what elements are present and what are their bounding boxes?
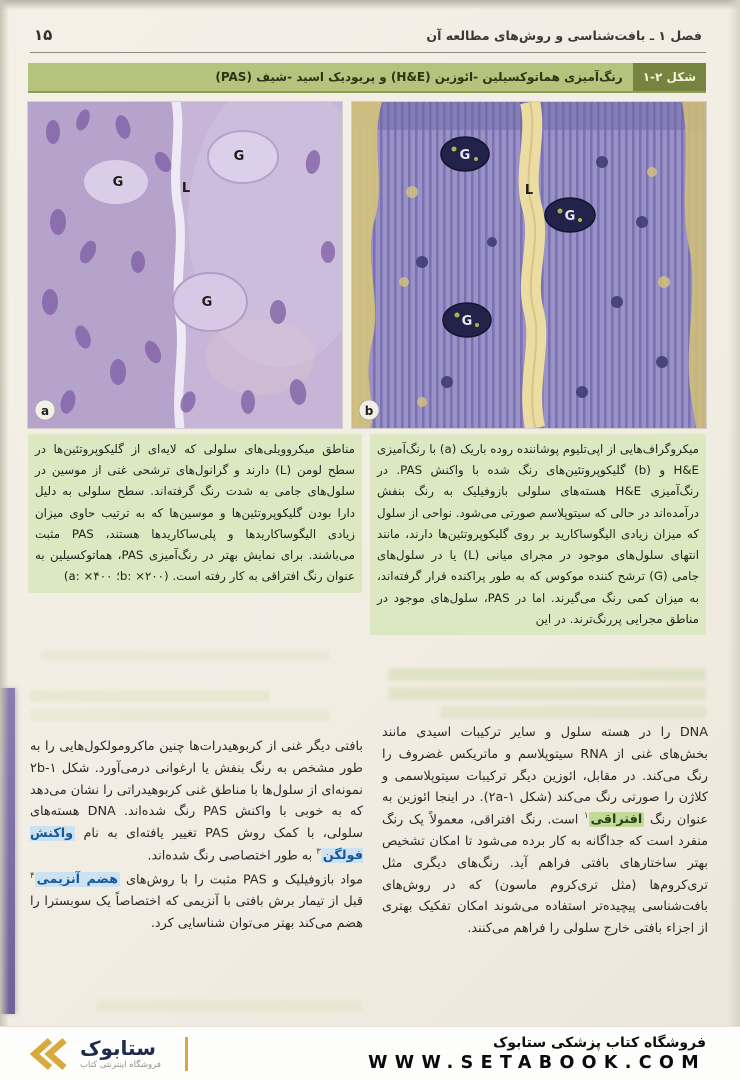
lumen-label: L <box>524 183 534 198</box>
body-text: قبل از تیمار برش بافتی با آنزیمی که اختصاصاً یک سوبسترا را هضم می‌کند بهتر می‌توان شناسایی کرد. <box>30 893 363 931</box>
logo-wordmark: ستابوک <box>80 1036 156 1060</box>
body-text: به طور اختصاصی رنگ شده‌اند. <box>147 848 317 864</box>
figure-caption-column-left: مناطق میکروویلی‌های سلولی که لایه‌ای از گلیکوپروتئین‌ها در سطح لومن (L) دارند و گرانول‌های ترشحی غنی از موسین در سلول‌های جامی به شدت رنگ گرفته‌اند. سطح سلولی به دلیل دارا بودن گلیکوپروتئین‌ها و موسین‌ها که به ترتیب حاوی میزان زیادی الیگوساکاریدها و پلی‌ساکاریدها هستند، PAS مثبت می‌باشند. برای نمایش بهتر در رنگ‌آمیزی PAS، هماتوکسیلین به عنوان رنگ افتراقی به کار رفته است. (b: ×۲۰۰؛ a: ×۴۰۰) <box>28 434 362 593</box>
store-title: فروشگاه کتاب پزشکی ستابوک <box>493 1034 706 1051</box>
footnote-marker: ۱ <box>584 811 589 821</box>
footnote-marker: ۴ <box>30 870 35 881</box>
body-column-right <box>382 722 708 940</box>
body-text: بافتی دیگر غنی از کربوهیدرات‌ها چنین ماکرومولکول‌هایی را به طور مشخص به رنگ بنفش یا ارغوانی درمی‌آورد. شکل ۲b-۱ نمونه‌ای از سلول‌ها با مناطق غنی کربوهیدراتی را نشان می‌دهد که به خوبی با واکنش PAS رنگ شده‌اند. DNA هسته‌های سلولی، با کمک روش PAS تغییر یافته‌ای به نام <box>30 739 364 841</box>
micrograph-he-stain <box>28 102 342 428</box>
lumen-label: L <box>181 181 191 196</box>
bleed-through-text <box>30 709 330 721</box>
footer-store-info <box>368 1035 706 1073</box>
website-url: WWW.SETABOOK.COM <box>368 1052 706 1073</box>
goblet-label: G <box>459 148 471 163</box>
photo-edge-shadow-left <box>0 0 9 1026</box>
highlight-feulgen-reaction: واکنش فولگن <box>30 826 363 864</box>
body-text: مواد بازوفیلیک و PAS مثبت را با روش‌های <box>119 872 363 888</box>
panel-b-badge: b <box>364 404 374 418</box>
photo-edge-shadow-top <box>0 0 740 10</box>
page-number: ۱۵ <box>34 26 53 44</box>
photo-edge-shadow-right <box>728 0 740 1026</box>
header-divider <box>30 52 706 53</box>
body-column-left <box>30 736 363 934</box>
goblet-label: G <box>461 314 473 329</box>
figure-title: رنگ‌آمیزی هماتوکسیلین -ائوزین (H&E) و پریودیک اسید -شیف (PAS) <box>215 70 623 84</box>
bleed-through-text <box>388 668 706 681</box>
body-paragraph <box>30 736 363 867</box>
setabook-footer-banner <box>0 1026 740 1080</box>
highlight-differential-stain: افتراقی <box>590 812 643 828</box>
logo-tagline: فروشگاه اینترنتی کتاب <box>80 1060 161 1070</box>
double-chevron-icon <box>30 1037 70 1071</box>
highlight-enzyme-digestion: هضم آنزیمی <box>36 872 118 888</box>
figure-caption-bar <box>28 63 706 93</box>
logo-divider-bar <box>185 1037 188 1071</box>
bleed-through-text <box>40 650 330 661</box>
micrograph-b-svg <box>352 102 706 428</box>
body-text: است. رنگ افتراقی، معمولاً یک رنگ منفرد است که جداگانه به کار برده می‌شود تا امکان تشخیص بهتر ساختارهای بافتی فراهم آید. رنگ‌های دیگری مثل تری‌کروم‌ها (مثل تری‌کروم ماسون) که در روش‌های بافت‌شناسی پیچیده‌تر استفاده می‌شوند امکان تفکیک بهتری از اجزاء بافتی خارج سلولی را فراهم می‌کنند. <box>382 812 708 937</box>
lumen-channel <box>176 102 182 428</box>
bleed-through-text <box>96 1000 362 1012</box>
goblet-label: G <box>233 149 245 164</box>
footnote-marker: ۳ <box>316 846 321 857</box>
page-header <box>34 26 702 44</box>
goblet-label: G <box>112 175 124 190</box>
chapter-title: فصل ۱ ـ بافت‌شناسی و روش‌های مطالعه آن <box>426 28 702 43</box>
body-text: DNA را در هسته سلول و سایر ترکیبات اسیدی مانند بخش‌های غنی از RNA سیتوپلاسم و ماتریکس غضروف را رنگ می‌کند. در مقابل، ائوزین دیگر ترکیبات سیتوپلاسمی و کلاژن را صورتی رنگ می‌کند (شکل ۲a-۱). در اینجا ائوزین به عنوان رنگ <box>382 725 708 828</box>
bleed-through-text <box>388 687 706 700</box>
figure-label: شکل ۲-۱ <box>633 63 706 91</box>
bleed-through-text <box>440 706 706 719</box>
setabook-logo <box>30 1037 190 1071</box>
figure-caption-column-right: میکروگراف‌هایی از اپی‌تلیوم پوشاننده روده باریک (a) با رنگ‌آمیزی H&E و (b) گلیکوپروتئین‌های رنگ شده با واکنش PAS. در رنگ‌آمیزی H&E هسته‌های سلولی بازوفیلیک به رنگ بنفش درآمده‌اند در حالی که سیتوپلاسم صورتی می‌شود. نواحی از سلول که میزان زیادی الیگوساکارید بر روی گلیکوپروتئین‌ها دارند، مانند انتهای سلول‌های موجود در مجرای میانی (L) یا در سلول‌های جامی (G) ترشح کننده موکوس که به طور پراکنده قرار گرفته‌اند، به میزان کمی رنگ می‌گیرند. اما در PAS، سلول‌های موجود در مناطق مجرایی پررنگ‌ترند. در این <box>370 434 706 635</box>
panel-a-badge: a <box>40 404 50 418</box>
body-paragraph <box>30 869 363 935</box>
body-paragraph <box>382 722 708 940</box>
bleed-through-text <box>30 690 270 702</box>
goblet-label: G <box>564 209 576 224</box>
goblet-label: G <box>201 295 213 310</box>
micrograph-pas-stain <box>352 102 706 428</box>
dense-tissue-region <box>28 102 178 428</box>
logo-text-block <box>80 1037 161 1070</box>
micrograph-a-svg <box>28 102 342 428</box>
